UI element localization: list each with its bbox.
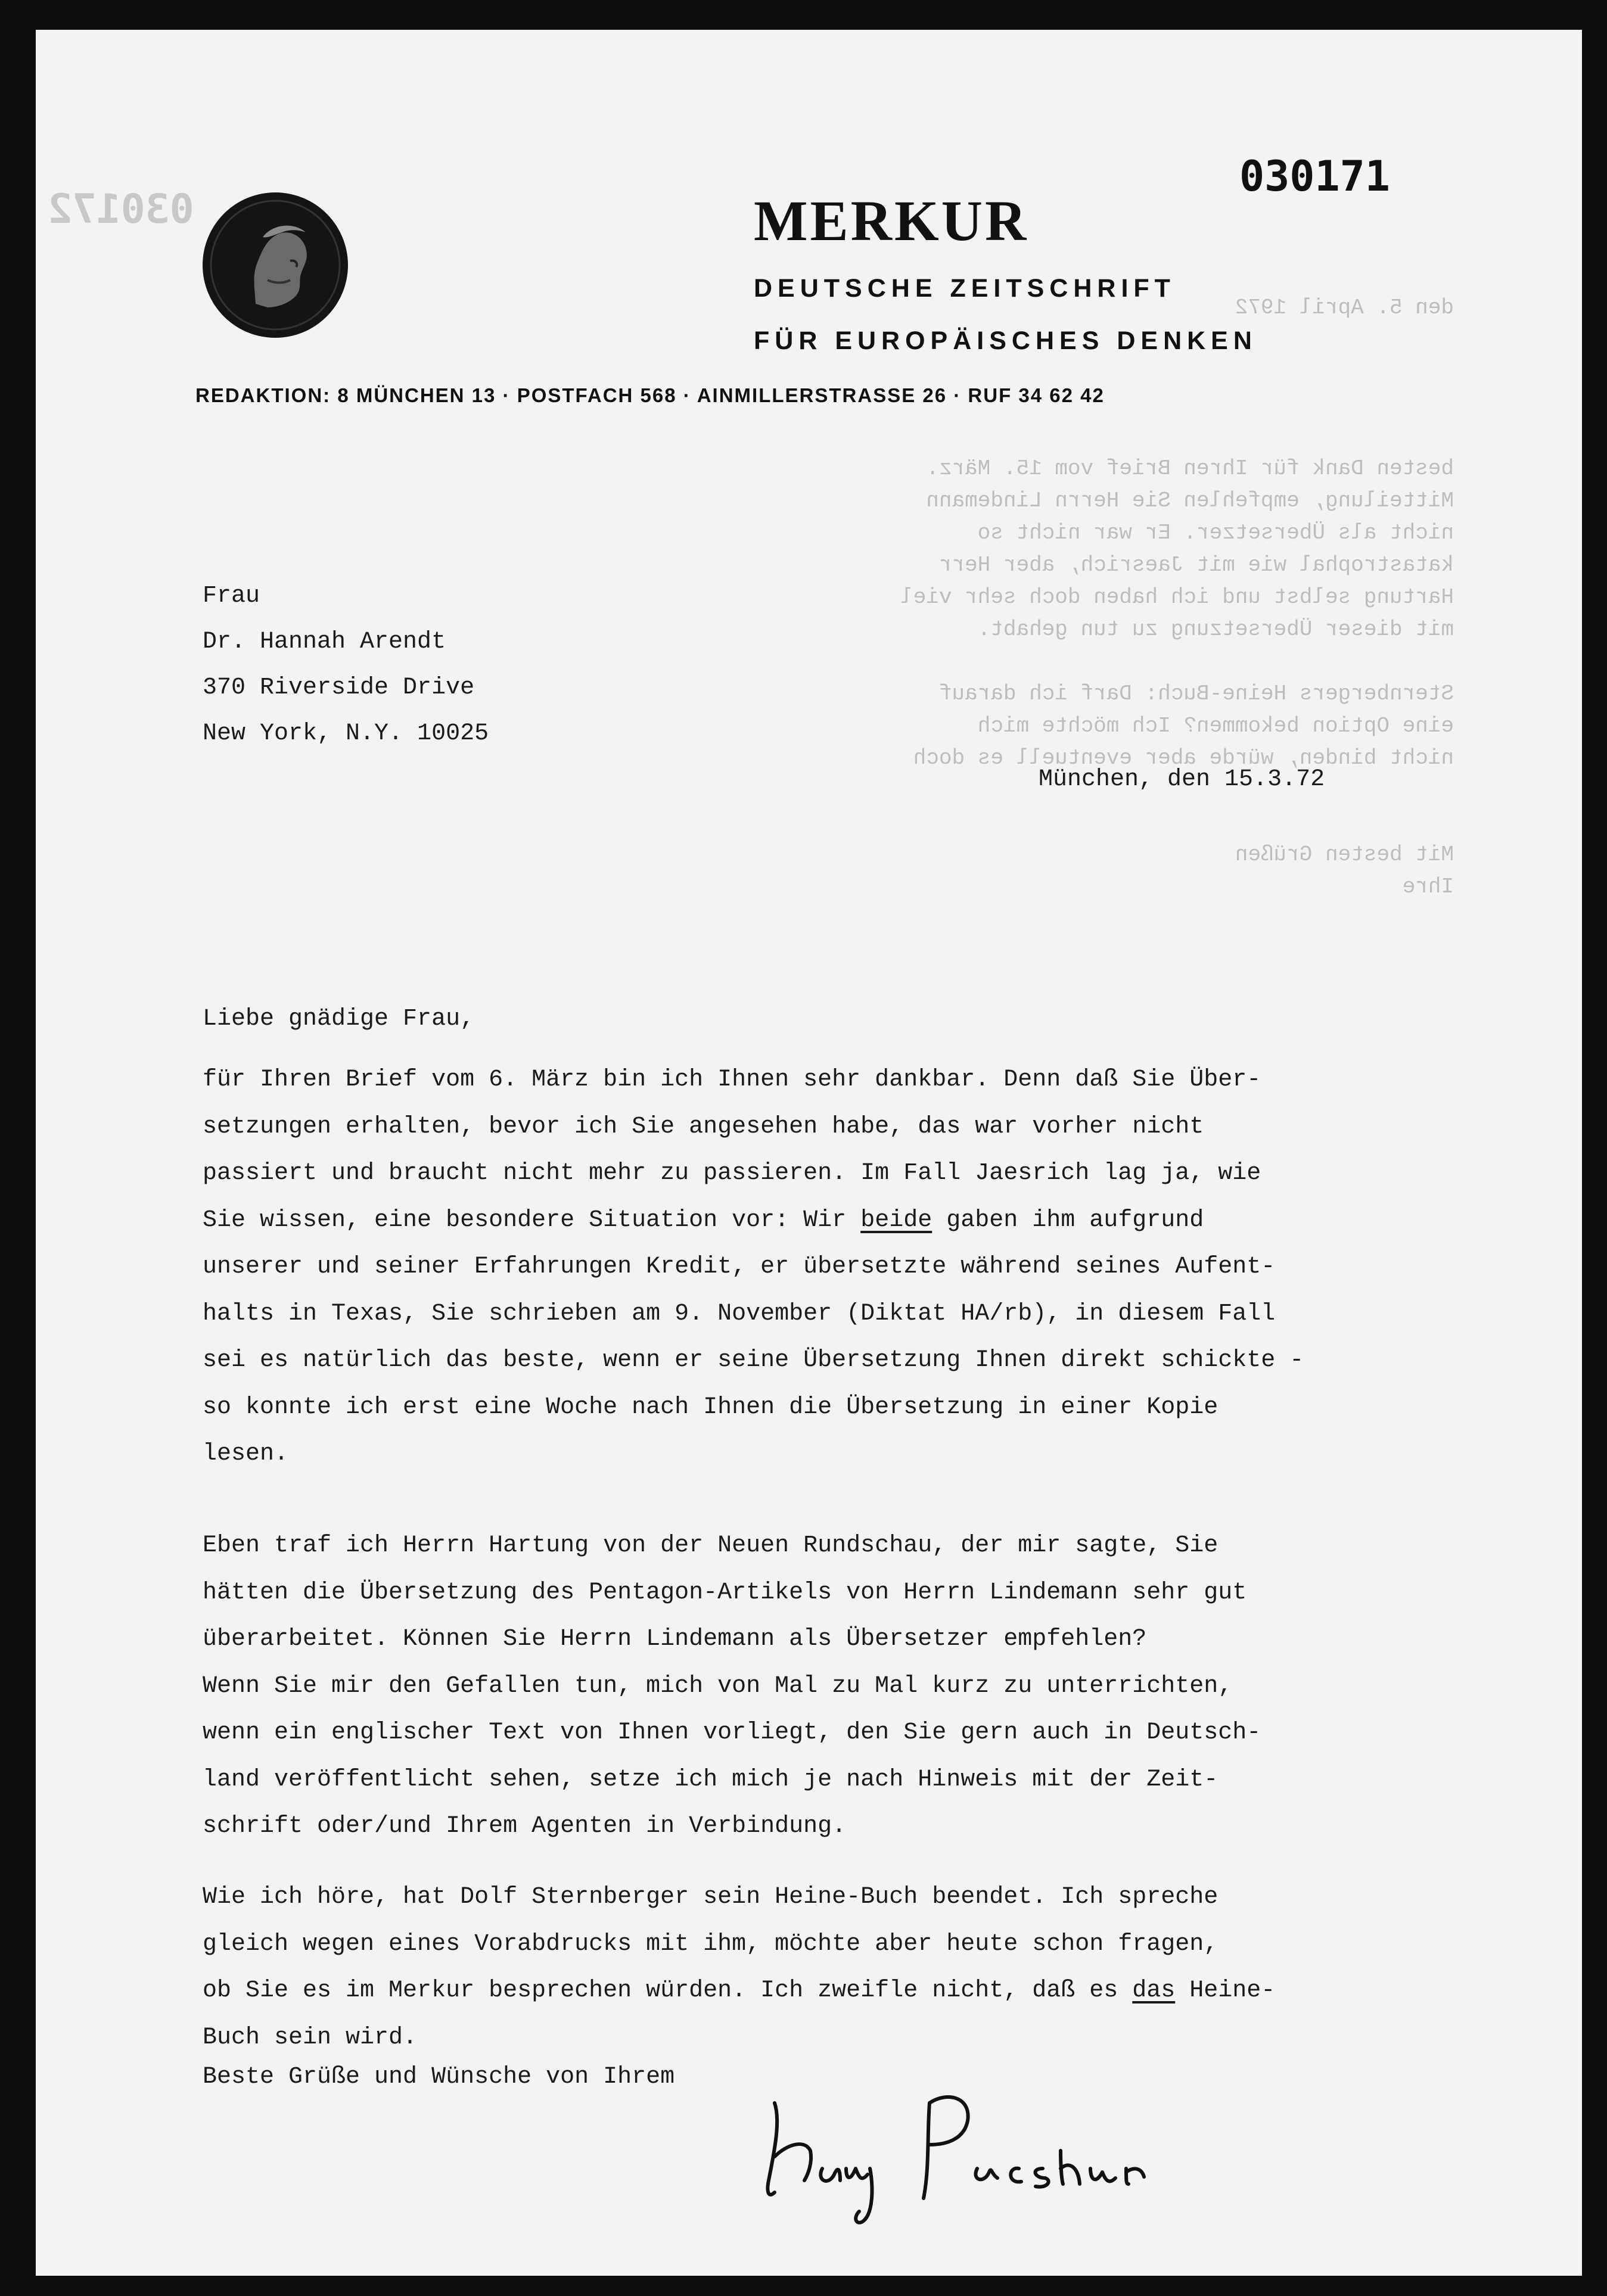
text-line: für Ihren Brief vom 6. März bin ich Ihnen sehr dankbar. Denn daß Sie Über-: [203, 1066, 1261, 1093]
underlined-word: beide: [860, 1206, 933, 1234]
text-segment: ob Sie es im Merkur besprechen würden. Ich zweifle nicht, daß es: [203, 1977, 1133, 2004]
text-line: passiert und braucht nicht mehr zu passieren. Im Fall Jaesrich lag ja, wie: [203, 1160, 1261, 1187]
salutation: Liebe gnädige Frau,: [203, 1006, 475, 1032]
handwritten-signature: [751, 2079, 1204, 2234]
text-line: setzungen erhalten, bevor ich Sie angesehen habe, das war vorher nicht: [203, 1113, 1204, 1140]
text-line: überarbeitet. Können Sie Herrn Lindemann als Übersetzer empfehlen?: [203, 1626, 1147, 1653]
archive-number-bleedthrough: 030172: [48, 186, 194, 233]
editorial-address: REDAKTION: 8 MÜNCHEN 13 · POSTFACH 568 · AINMILLERSTRASSE 26 · RUF 34 62 42: [195, 384, 1105, 406]
text-line: Buch sein wird.: [203, 2024, 418, 2051]
recipient-line: Dr. Hannah Arendt: [203, 629, 446, 655]
hermes-seal-logo: [201, 191, 350, 340]
recipient-address: [203, 573, 489, 757]
text-line: Wenn Sie mir den Gefallen tun, mich von Mal zu Mal kurz zu unterrichten,: [203, 1672, 1233, 1700]
text-line: Eben traf ich Herrn Hartung von der Neuen Rundschau, der mir sagte, Sie: [203, 1532, 1219, 1559]
text-line: schrift oder/und Ihrem Agenten in Verbindung.: [203, 1813, 847, 1840]
paragraph-1: [203, 1057, 1304, 1478]
text-segment: Heine-: [1175, 1977, 1276, 2004]
text-line: [203, 1197, 1304, 1245]
text-line: hätten die Übersetzung des Pentagon-Artikels von Herrn Lindemann sehr gut: [203, 1579, 1247, 1606]
archive-number: 030171: [1239, 152, 1390, 201]
text-segment: Sie wissen, eine besondere Situation vor: Wir: [203, 1206, 861, 1234]
magazine-subtitle-1: DEUTSCHE ZEITSCHRIFT: [754, 274, 1176, 303]
paragraph-2: [203, 1523, 1261, 1850]
text-line: so konnte ich erst eine Woche nach Ihnen die Übersetzung in einer Kopie: [203, 1393, 1219, 1421]
letter-date: München, den 15.3.72: [1039, 766, 1325, 793]
text-line: wenn ein englischer Text von Ihnen vorliegt, den Sie gern auch in Deutsch-: [203, 1719, 1261, 1746]
text-segment: gaben ihm aufgrund: [932, 1206, 1204, 1234]
closing-line: Beste Grüße und Wünsche von Ihrem: [203, 2064, 675, 2090]
text-line: unserer und seiner Erfahrungen Kredit, er übersetzte während seines Aufent-: [203, 1253, 1276, 1280]
bleedthrough-lines: den 5. April 1972 besten Dank für Ihren Brief vom 15. März. Mitteilung, empfehlen Sie Herrn Lindemann nicht als Übersetzer. Er war nicht so katastrophal wie mit Jaesrich, aber Herr Hartung selbst und ich haben doch sehr viel mit dieser Übersetzung zu tun gehabt. Sternbergers Heine-Buch: Darf ich darauf eine Option bekommen? Ich möchte mich nicht binden, würde aber eventuell es doch Mit besten Grüßen Ihre: [900, 295, 1454, 899]
magazine-subtitle-2: FÜR EUROPÄISCHES DENKEN: [754, 326, 1257, 355]
underlined-word: das: [1132, 1977, 1176, 2004]
bleedthrough-text: [661, 292, 1454, 903]
recipient-line: New York, N.Y. 10025: [203, 720, 489, 747]
text-line: Wie ich höre, hat Dolf Sternberger sein Heine-Buch beendet. Ich spreche: [203, 1884, 1219, 1911]
letter-page: [36, 30, 1582, 2276]
text-line: land veröffentlicht sehen, setze ich mich je nach Hinweis mit der Zeit-: [203, 1766, 1219, 1793]
recipient-line: 370 Riverside Drive: [203, 674, 475, 701]
text-line: sei es natürlich das beste, wenn er seine Übersetzung Ihnen direkt schickte -: [203, 1347, 1304, 1374]
text-line: gleich wegen eines Vorabdrucks mit ihm, möchte aber heute schon fragen,: [203, 1930, 1219, 1958]
text-line: lesen.: [203, 1441, 289, 1467]
paragraph-3: [203, 1874, 1275, 2061]
magazine-title: MERKUR: [754, 189, 1029, 253]
text-line: halts in Texas, Sie schrieben am 9. November (Diktat HA/rb), in diesem Fall: [203, 1300, 1276, 1327]
recipient-line: Frau: [203, 583, 260, 609]
text-line: [203, 1968, 1275, 2015]
